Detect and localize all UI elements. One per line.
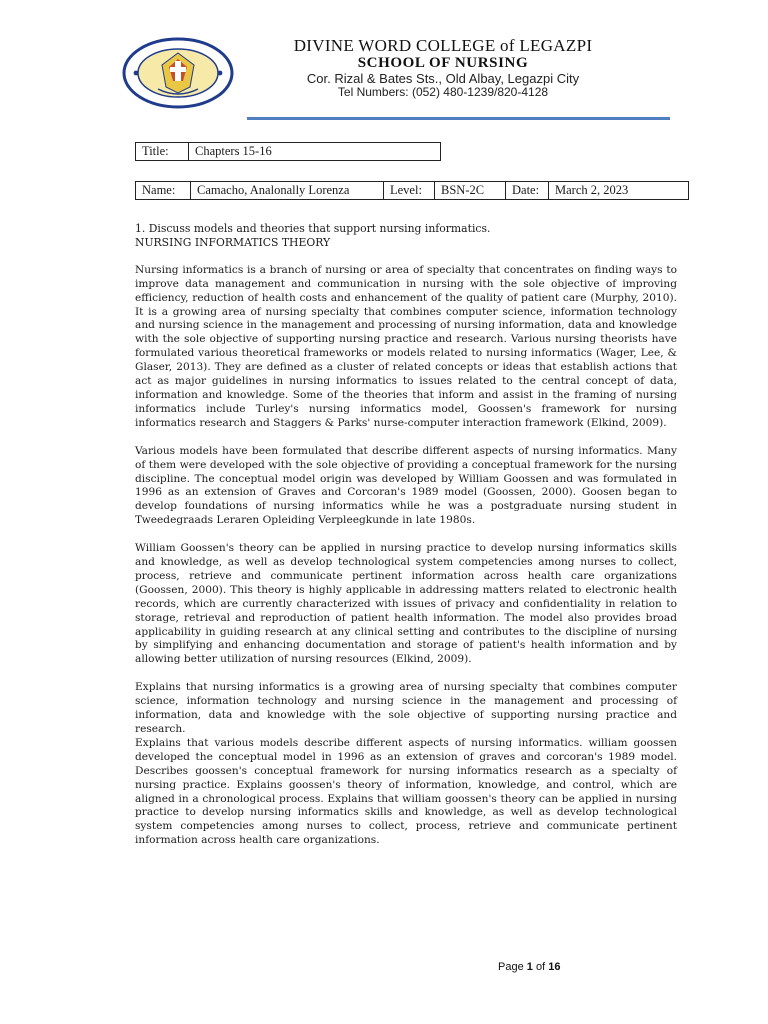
question-text: 1. Discuss models and theories that support nursing informatics. (135, 222, 491, 235)
body-paragraph: William Goossen's theory can be applied in nursing practice to develop nursing informatics skills and knowledge, as well as develop technological system competencies among nurses to collect, process, retrieve and communicate pertinent information across health care organizations (Goossen, 2000). This theory is highly applicable in addressing matters related to electronic health records, which are currently characterized with issues of privacy and confidentiality in relation to storage, retrieval and reproduction of patient health information. The model also provides broad applicability in guiding research at any clinical setting and contributes to the discipline of nursing by simplifying and enhancing documentation and storage of patient's health information and by allowing better utilization of nursing resources (Elkind, 2009). (135, 542, 677, 666)
body-paragraph: Explains that nursing informatics is a growing area of nursing specialty that combines computer science, information technology and nursing science in the management and processing of information, data and knowledge with the sole objective of supporting nursing practice and research. (135, 681, 677, 735)
page-label: Page (498, 961, 524, 973)
college-seal-icon (122, 37, 234, 109)
header-divider (247, 117, 670, 120)
student-info-table (135, 181, 689, 200)
body-paragraph: Various models have been formulated that describe different aspects of nursing informatics. Many of them were developed with the sole objective of providing a conceptual framework for the nursing discipline. The conceptual model origin was developed by William Goossen and was formulated in 1996 as an extension of Graves and Corcoran's 1989 model (Goossen, 2000). Goosen began to develop foundations of nursing informatics while he was a postgraduate nursing student in Tweedegraads Leraren Opleiding Verpleegkunde in late 1980s. (135, 444, 677, 527)
title-label: Title: (136, 143, 189, 161)
school-name: DIVINE WORD COLLEGE of LEGAZPI (293, 36, 593, 55)
department-name: SCHOOL OF NURSING (357, 55, 529, 71)
title-row (136, 143, 441, 161)
name-value: Camacho, Analonally Lorenza (191, 182, 384, 200)
body-paragraph: Explains that various models describe different aspects of nursing informatics. william goossen developed the conceptual model in 1996 as an extension of graves and corcoran's 1989 model. Describes goossen's conceptual framework for nursing informatics research as a specialty of nursing practice. Explains goossen's theory of information, knowledge, and control, which are aligned in a chronological process. Explains that william goossen's theory can be applied in nursing practice to develop nursing informatics skills and knowledge, as well as develop technological system competencies among nurses to collect, process, retrieve and communicate pertinent information across health care organizations. (135, 736, 677, 847)
level-label: Level: (384, 182, 435, 200)
document-header (0, 0, 768, 125)
document-body (135, 222, 677, 848)
level-value: BSN-2C (435, 182, 506, 200)
title-table (135, 142, 441, 161)
date-label: Date: (506, 182, 549, 200)
student-info-row (136, 182, 689, 200)
school-telephone: Tel Numbers: (052) 480-1239/820-4128 (337, 85, 549, 99)
school-address: Cor. Rizal & Bates Sts., Old Albay, Legazpi City (306, 71, 580, 86)
name-label: Name: (136, 182, 191, 200)
section-heading: NURSING INFORMATICS THEORY (135, 235, 331, 249)
body-paragraph: Nursing informatics is a branch of nursing or area of specialty that concentrates on finding ways to improve data management and communication in nursing with the sole objective of improving efficiency, reduction of health costs and enhancement of the quality of patient care (Murphy, 2010). It is a growing area of nursing specialty that combines computer science, information technology and nursing science in the management and processing of nursing information, data and knowledge with the sole objective of supporting nursing practice and research. Various nursing theorists have formulated various theoretical frameworks or models related to nursing informatics (Wager, Lee, & Glaser, 2013). They are defined as a cluster of related concepts or ideas that establish actions that act as major guidelines in nursing informatics to issues related to the central concept of data, information and knowledge. Some of the theories that inform and assist in the framing of nursing informatics include Turley's nursing informatics model, Goossen's framework for nursing informatics research and Staggers & Parks' nurse-computer interaction framework (Elkind, 2009). (135, 263, 677, 429)
page-current: 1 (526, 961, 533, 973)
page-number (498, 961, 598, 973)
date-value: March 2, 2023 (549, 182, 689, 200)
title-value: Chapters 15-16 (189, 143, 441, 161)
page-total: 16 (548, 961, 561, 973)
page-of-label: of (535, 961, 546, 973)
